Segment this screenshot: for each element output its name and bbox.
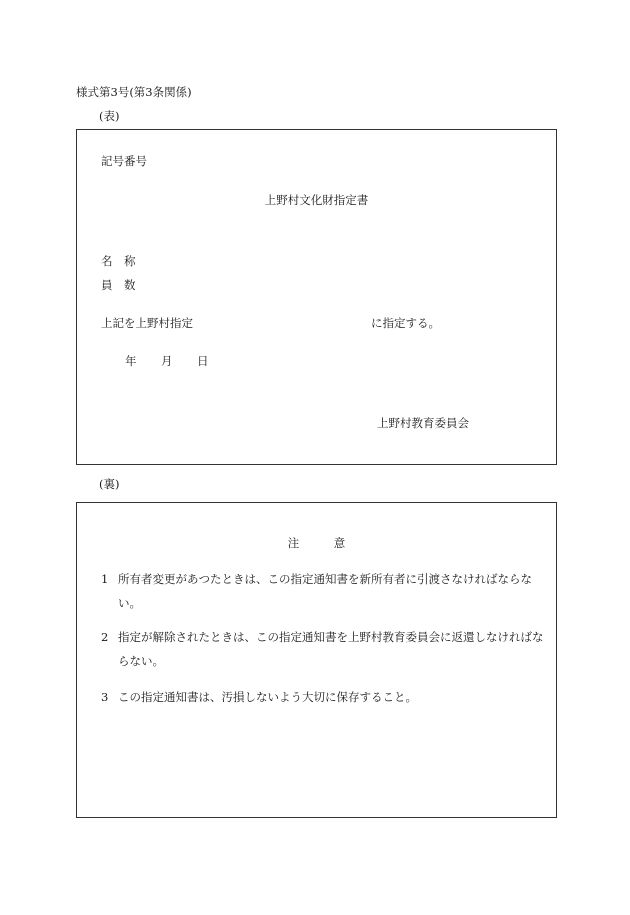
date-day-label: 日 — [197, 354, 209, 368]
cert-number-label: 記号番号 — [101, 154, 147, 168]
date-year-label: 年 — [125, 354, 137, 368]
name-label: 名 称 — [101, 254, 136, 268]
notice-item — [101, 567, 549, 615]
notice-item — [101, 685, 549, 709]
certificate-title: 上野村文化財指定書 — [264, 193, 369, 207]
front-side-label: (表) — [99, 109, 120, 123]
notice-item-number: 2 — [101, 630, 109, 644]
date-month-label: 月 — [161, 354, 173, 368]
notice-item-number: 1 — [101, 572, 109, 586]
designation-suffix: に指定する。 — [371, 316, 440, 330]
issuer-name: 上野村教育委員会 — [377, 416, 469, 430]
notice-item-text: この指定通知書は、汚損しないよう大切に保存すること。 — [118, 690, 417, 704]
designation-prefix: 上記を上野村指定 — [101, 316, 193, 330]
certificate-front-panel — [76, 129, 557, 465]
certificate-back-panel — [76, 502, 557, 818]
notice-item — [101, 625, 549, 673]
notice-item-text: 所有者変更があつたときは、この指定通知書を新所有者に引渡さなければならない。 — [118, 572, 532, 610]
notice-title: 注 意 — [287, 536, 346, 550]
notice-item-number: 3 — [101, 690, 109, 704]
notice-item-text: 指定が解除されたときは、この指定通知書を上野村教育委員会に返還しなければならない。 — [118, 630, 544, 668]
back-side-label: (裏) — [99, 477, 120, 491]
form-title: 様式第3号(第3条関係) — [76, 85, 192, 99]
count-label: 員 数 — [101, 278, 136, 292]
